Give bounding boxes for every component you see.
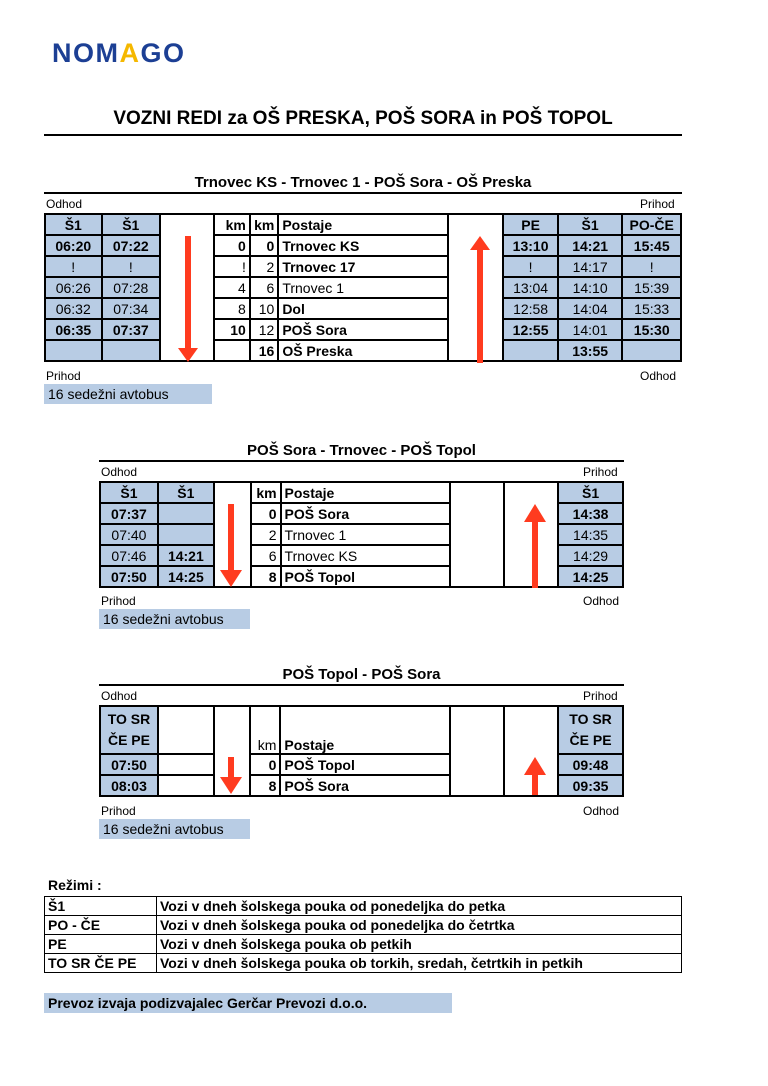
route1-prihod-label: Prihod	[640, 197, 675, 211]
route3-odhod-bottom: Odhod	[583, 804, 620, 818]
regime-row	[45, 935, 682, 954]
km-cell: 0	[214, 235, 250, 256]
route1-odhod-bottom: Odhod	[640, 369, 677, 383]
time-cell: !	[102, 256, 161, 277]
logo-text-2: A	[119, 38, 141, 68]
stop-name: Dol	[278, 298, 448, 319]
col-header-km: km	[250, 214, 278, 235]
stop-name: Trnovec 1	[281, 524, 450, 545]
table-row	[45, 256, 681, 277]
route2-prihod-label: Prihod	[583, 465, 618, 479]
time-cell: 14:21	[158, 545, 214, 566]
route1-vehicle: 16 sedežni avtobus	[44, 384, 212, 404]
route2-title: POŠ Sora - Trnovec - POŠ Topol	[99, 442, 624, 462]
time-cell: 15:30	[622, 319, 681, 340]
col-header-to-sr-ce-pe	[558, 706, 623, 754]
route1-prihod-bottom: Prihod	[46, 369, 81, 383]
col-header-stops: Postaje	[281, 482, 450, 503]
col-header-to-sr-ce-pe	[100, 706, 158, 754]
col-header-km: km	[214, 214, 250, 235]
time-cell: 09:35	[558, 775, 623, 796]
col-header-s1: Š1	[158, 482, 214, 503]
km-cell: 8	[214, 298, 250, 319]
time-cell	[45, 340, 102, 361]
time-cell	[158, 503, 214, 524]
col-header-stops: Postaje	[280, 706, 449, 754]
time-cell	[158, 524, 214, 545]
regime-description: Vozi v dneh šolskega pouka ob torkih, sredah, četrtkih in petkih	[157, 954, 682, 973]
stop-name: POŠ Sora	[278, 319, 448, 340]
stop-name: Trnovec 1	[278, 277, 448, 298]
route3-header-row	[100, 706, 623, 754]
regime-description: Vozi v dneh šolskega pouka od ponedeljka do četrtka	[157, 916, 682, 935]
route3-prihod-label: Prihod	[583, 689, 618, 703]
table-row	[45, 340, 681, 361]
regime-code: PE	[45, 935, 157, 954]
time-cell: 07:37	[100, 503, 158, 524]
stop-name: Trnovec KS	[278, 235, 448, 256]
route1-timetable	[44, 213, 682, 362]
km-cell: 10	[250, 298, 278, 319]
route3-prihod-bottom: Prihod	[101, 804, 136, 818]
regime-row	[45, 897, 682, 916]
time-cell: 15:45	[622, 235, 681, 256]
stop-name: POŠ Topol	[281, 566, 450, 587]
time-cell: 14:29	[558, 545, 623, 566]
route2-odhod-label: Odhod	[101, 465, 138, 479]
km-cell: 0	[250, 754, 280, 775]
route2-odhod-bottom: Odhod	[583, 594, 620, 608]
time-cell: 07:50	[100, 754, 158, 775]
empty-cell	[158, 706, 214, 754]
time-cell: 14:35	[558, 524, 623, 545]
time-cell: 14:25	[158, 566, 214, 587]
time-cell: 07:46	[100, 545, 158, 566]
empty-cell	[450, 482, 505, 587]
time-cell: !	[503, 256, 557, 277]
route1-header-row	[45, 214, 681, 235]
time-cell: 13:10	[503, 235, 557, 256]
stop-name: Trnovec KS	[281, 545, 450, 566]
time-cell: 14:38	[558, 503, 623, 524]
table-row	[45, 298, 681, 319]
header-line: ČE PE	[107, 732, 150, 748]
time-cell: 07:34	[102, 298, 161, 319]
time-cell	[622, 340, 681, 361]
logo-text-1: NOM	[52, 38, 120, 68]
col-header-km: km	[251, 482, 281, 503]
time-cell: 12:58	[503, 298, 557, 319]
route1-odhod-label: Odhod	[46, 197, 83, 211]
col-header-stops: Postaje	[278, 214, 448, 235]
time-cell: 14:21	[558, 235, 623, 256]
km-cell: 4	[214, 277, 250, 298]
time-cell: 09:48	[558, 754, 623, 775]
km-cell: 8	[250, 775, 280, 796]
col-header-s1: Š1	[45, 214, 102, 235]
header-line: TO SR	[107, 711, 151, 727]
empty-cell	[450, 706, 505, 796]
col-header-pe: PE	[503, 214, 557, 235]
km-cell	[214, 340, 250, 361]
time-cell: 13:55	[558, 340, 623, 361]
down-arrow-icon	[178, 236, 198, 363]
km-cell: 0	[250, 235, 278, 256]
logo-text-3: GO	[140, 38, 186, 68]
time-cell: 06:20	[45, 235, 102, 256]
km-cell: 16	[250, 340, 278, 361]
empty-cell	[158, 754, 214, 775]
time-cell: 08:03	[100, 775, 158, 796]
table-row	[45, 235, 681, 256]
route2-header-row	[100, 482, 623, 503]
route2-vehicle: 16 sedežni avtobus	[99, 609, 250, 629]
km-cell: !	[214, 256, 250, 277]
col-header-s1: Š1	[558, 214, 623, 235]
regime-description: Vozi v dneh šolskega pouka od ponedeljka do petka	[157, 897, 682, 916]
time-cell: 12:55	[503, 319, 557, 340]
regime-code: Š1	[45, 897, 157, 916]
up-arrow-icon	[524, 757, 546, 795]
time-cell	[102, 340, 161, 361]
regime-code: TO SR ČE PE	[45, 954, 157, 973]
col-header-s1: Š1	[558, 482, 623, 503]
nomago-logo	[52, 38, 186, 69]
down-arrow-icon	[220, 757, 242, 795]
km-cell: 8	[251, 566, 281, 587]
stop-name: POŠ Topol	[280, 754, 449, 775]
regime-row	[45, 916, 682, 935]
regime-description: Vozi v dneh šolskega pouka ob petkih	[157, 935, 682, 954]
time-cell: 07:28	[102, 277, 161, 298]
route3-vehicle: 16 sedežni avtobus	[99, 819, 250, 839]
km-cell: 12	[250, 319, 278, 340]
col-header-s1: Š1	[100, 482, 158, 503]
km-cell: 10	[214, 319, 250, 340]
col-header-s1: Š1	[102, 214, 161, 235]
header-line: TO SR	[569, 711, 612, 727]
empty-cell	[158, 775, 214, 796]
col-header-km: km	[250, 706, 280, 754]
km-cell: 2	[251, 524, 281, 545]
time-cell: !	[622, 256, 681, 277]
time-cell: 06:35	[45, 319, 102, 340]
time-cell: 07:37	[102, 319, 161, 340]
down-arrow-icon	[220, 504, 242, 588]
time-cell: 14:17	[558, 256, 623, 277]
km-cell: 0	[251, 503, 281, 524]
route2-prihod-bottom: Prihod	[101, 594, 136, 608]
stop-name: POŠ Sora	[280, 775, 449, 796]
time-cell: 15:33	[622, 298, 681, 319]
time-cell: 07:40	[100, 524, 158, 545]
route1-title: Trnovec KS - Trnovec 1 - POŠ Sora - OŠ Preska	[44, 174, 682, 194]
time-cell: !	[45, 256, 102, 277]
time-cell: 06:32	[45, 298, 102, 319]
time-cell: 15:39	[622, 277, 681, 298]
stop-name: OŠ Preska	[278, 340, 448, 361]
header-line: ČE PE	[569, 732, 612, 748]
time-cell: 14:01	[558, 319, 623, 340]
col-header-po-ce: PO-ČE	[622, 214, 681, 235]
km-cell: 6	[251, 545, 281, 566]
time-cell: 13:04	[503, 277, 557, 298]
time-cell: 14:25	[558, 566, 623, 587]
km-cell: 2	[250, 256, 278, 277]
route3-title: POŠ Topol - POŠ Sora	[99, 666, 624, 686]
regimes-title: Režimi :	[48, 877, 102, 893]
stop-name: POŠ Sora	[281, 503, 450, 524]
operator-note: Prevoz izvaja podizvajalec Gerčar Prevozi d.o.o.	[44, 993, 452, 1013]
time-cell: 14:04	[558, 298, 623, 319]
route3-odhod-label: Odhod	[101, 689, 138, 703]
time-cell: 07:50	[100, 566, 158, 587]
up-arrow-icon	[470, 236, 490, 363]
km-cell: 6	[250, 277, 278, 298]
time-cell: 07:22	[102, 235, 161, 256]
time-cell: 06:26	[45, 277, 102, 298]
time-cell	[503, 340, 557, 361]
regime-code: PO - ČE	[45, 916, 157, 935]
table-row	[45, 319, 681, 340]
regime-row	[45, 954, 682, 973]
stop-name: Trnovec 17	[278, 256, 448, 277]
regimes-table	[44, 896, 682, 973]
up-arrow-icon	[524, 504, 546, 588]
page-title: VOZNI REDI za OŠ PRESKA, POŠ SORA in POŠ TOPOL	[44, 108, 682, 136]
time-cell: 14:10	[558, 277, 623, 298]
table-row	[45, 277, 681, 298]
